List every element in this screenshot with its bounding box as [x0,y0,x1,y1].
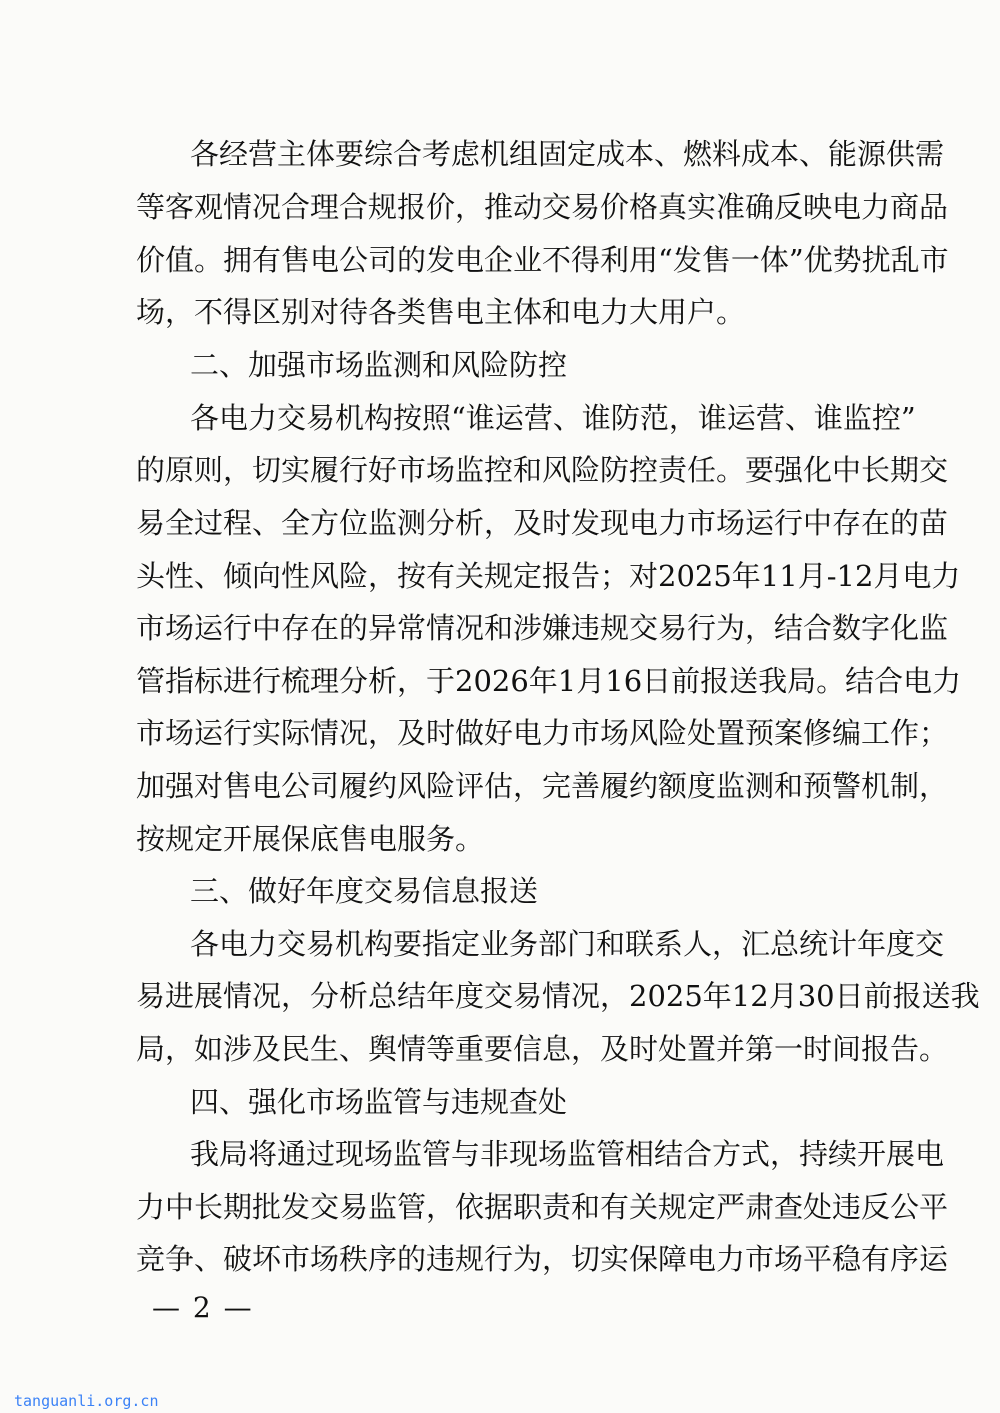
section-heading: 四、强化市场监管与违规查处 [190,1085,568,1119]
paragraph-line: 等客观情况合理合规报价，推动交易价格真实准确反映电力商品 [136,190,949,224]
page-number: — 2 — [152,1291,254,1324]
paragraph-line: 管指标进行梳理分析，于2026年1月16日前报送我局。结合电力 [136,664,962,698]
paragraph-line: 我局将通过现场监管与非现场监管相结合方式，持续开展电 [190,1137,945,1171]
paragraph-line: 头性、倾向性风险，按有关规定报告；对2025年11月-12月电力 [136,559,961,593]
section-heading: 三、做好年度交易信息报送 [190,874,539,908]
paragraph-line: 的原则，切实履行好市场监控和风险防控责任。要强化中长期交 [136,453,949,487]
paragraph-line: 力中长期批发交易监管，依据职责和有关规定严肃查处违反公平 [136,1190,949,1224]
section-heading: 二、加强市场监测和风险防控 [190,348,568,382]
paragraph-line: 场，不得区别对待各类售电主体和电力大用户。 [136,295,746,329]
paragraph-line: 市场运行中存在的异常情况和涉嫌违规交易行为，结合数字化监 [136,611,949,645]
paragraph-line: 局，如涉及民生、舆情等重要信息，及时处置并第一时间报告。 [136,1032,949,1066]
paragraph-line: 竞争、破坏市场秩序的违规行为，切实保障电力市场平稳有序运 [136,1242,949,1276]
paragraph-line: 各电力交易机构要指定业务部门和联系人，汇总统计年度交 [190,927,945,961]
paragraph-line: 易全过程、全方位监测分析，及时发现电力市场运行中存在的苗 [136,506,949,540]
paragraph-line: 易进展情况，分析总结年度交易情况，2025年12月30日前报送我 [136,979,980,1013]
paragraph-line: 价值。拥有售电公司的发电企业不得利用“发售一体”优势扰乱市 [136,243,949,277]
paragraph-line: 各经营主体要综合考虑机组固定成本、燃料成本、能源供需 [190,137,945,171]
paragraph-line: 按规定开展保底售电服务。 [136,822,485,856]
paragraph-line: 加强对售电公司履约风险评估，完善履约额度监测和预警机制， [136,769,949,803]
paragraph-line: 各电力交易机构按照“谁运营、谁防范，谁运营、谁监控” [190,401,916,435]
paragraph-line: 市场运行实际情况，及时做好电力市场风险处置预案修编工作； [136,716,949,750]
watermark: tanguanli.org.cn [14,1392,159,1410]
